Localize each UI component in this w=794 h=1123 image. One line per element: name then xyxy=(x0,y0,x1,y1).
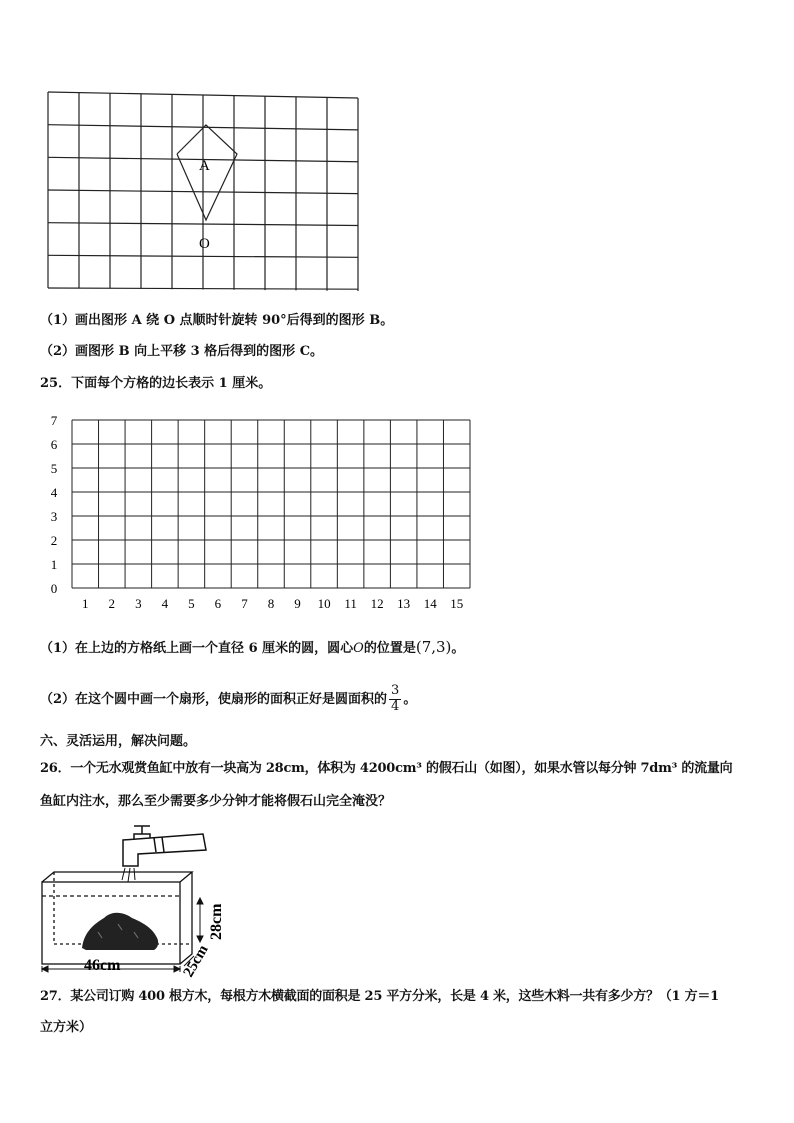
x-tick-label: 10 xyxy=(317,596,331,611)
dim-length-label: 46cm xyxy=(84,957,121,974)
x-tick-label: 12 xyxy=(370,596,384,611)
y-tick-label: 7 xyxy=(50,413,58,428)
fraction-numerator: 3 xyxy=(391,683,400,699)
label-a: A xyxy=(199,158,210,174)
x-tick-label: 11 xyxy=(344,596,357,611)
q26-line1: 26．一个无水观赏鱼缸中放有一块高为 28cm，体积为 4200cm³ 的假石山（如图），如果水管以每分钟 7dm³ 的流量向 xyxy=(40,761,733,776)
grid1-hline xyxy=(48,288,358,289)
q27-line2: 立方米） xyxy=(40,1020,93,1035)
water-stream xyxy=(122,868,135,882)
q25-part1-prefix: （1）在上边的方格纸上画一个直径 6 厘米的圆，圆心 xyxy=(40,641,354,656)
y-tick-label: 3 xyxy=(50,509,58,524)
y-tick-label: 1 xyxy=(50,557,58,572)
x-tick-label: 3 xyxy=(135,596,142,611)
center-coordinate: (7,3) xyxy=(415,638,452,656)
q25-part2-prefix: （2）在这个圆中画一个扇形，使扇形的面积正好是圆面积的 xyxy=(40,691,388,707)
x-tick-label: 4 xyxy=(161,596,169,611)
y-tick-label: 4 xyxy=(50,485,58,500)
rock-icon xyxy=(82,913,158,950)
dim-width-label: 25cm xyxy=(180,942,212,980)
q25-title: 25．下面每个方格的边长表示 1 厘米。 xyxy=(40,376,272,391)
q25-part1-suffix: 。 xyxy=(451,641,465,656)
x-tick-label: 8 xyxy=(267,596,275,611)
dim-height-label: 28cm xyxy=(208,903,225,940)
x-tick-label: 13 xyxy=(397,596,411,611)
y-tick-label: 6 xyxy=(50,437,58,452)
x-tick-label: 15 xyxy=(450,596,464,611)
q24-part1: （1）画出图形 A 绕 O 点顺时针旋转 90°后得到的图形 B。 xyxy=(40,313,394,328)
y-tick-label: 5 xyxy=(50,461,58,476)
q25-part1 xyxy=(40,640,464,655)
x-tick-label: 1 xyxy=(82,596,89,611)
coordinate-grid xyxy=(40,410,490,615)
q24-part2: （2）画图形 B 向上平移 3 格后得到的图形 C。 xyxy=(40,344,324,359)
q26-line2: 鱼缸内注水，那么至少需要多少分钟才能将假石山完全淹没？ xyxy=(40,794,392,809)
q25-part2-suffix: 。 xyxy=(403,691,417,707)
section6-heading: 六、灵活运用，解决问题。 xyxy=(40,734,197,749)
x-tick-label: 9 xyxy=(294,596,301,611)
fish-tank-illustration xyxy=(38,820,248,980)
q25-part1-mid: 的位置是 xyxy=(363,641,416,656)
rotation-grid xyxy=(40,88,380,293)
center-o-var: O xyxy=(353,641,364,656)
x-tick-label: 14 xyxy=(423,596,437,611)
x-tick-label: 6 xyxy=(214,596,222,611)
y-tick-label: 0 xyxy=(50,581,58,596)
y-tick-label: 2 xyxy=(50,533,58,548)
fraction-denominator: 4 xyxy=(391,698,400,714)
x-tick-label: 5 xyxy=(188,596,195,611)
label-o: O xyxy=(199,236,210,252)
q25-part2 xyxy=(40,684,416,714)
faucet-icon xyxy=(123,826,206,866)
fraction-three-quarters xyxy=(389,684,401,714)
x-tick-label: 2 xyxy=(108,596,116,611)
x-tick-label: 7 xyxy=(241,596,248,611)
q27-line1: 27．某公司订购 400 根方木，每根方木横截面的面积是 25 平方分米，长是 4 米，这些木料一共有多少方？（1 方＝1 xyxy=(40,989,719,1004)
